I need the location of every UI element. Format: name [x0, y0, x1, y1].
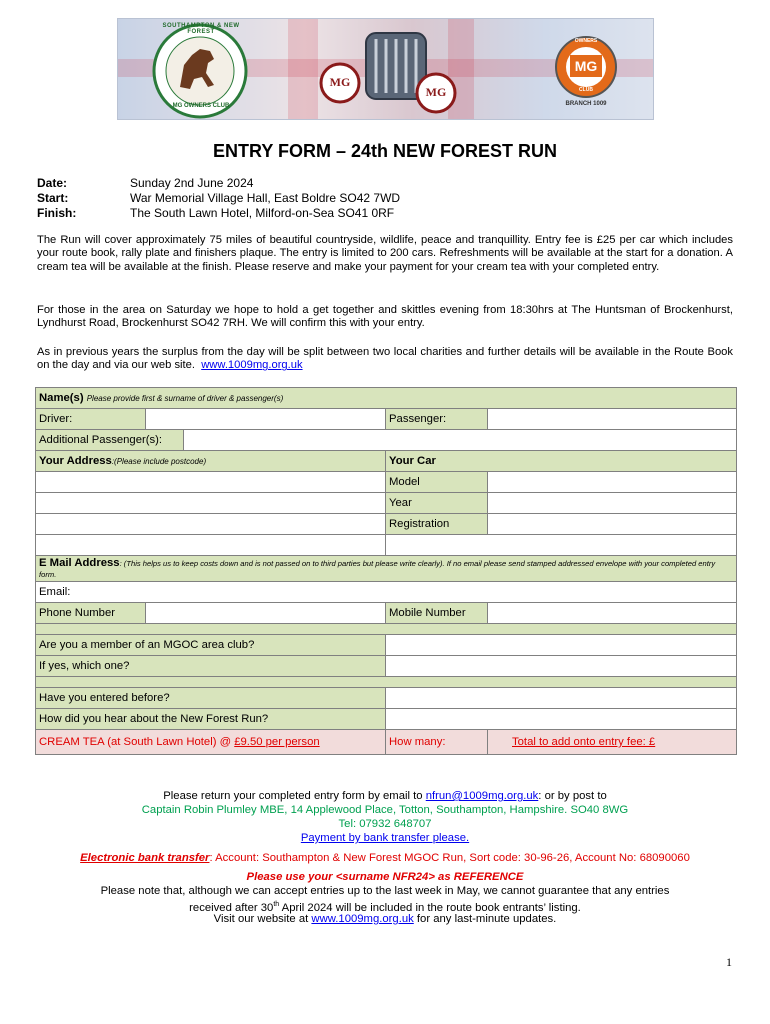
which-club-answer[interactable] [386, 656, 737, 677]
charity-paragraph [37, 346, 733, 373]
address-line-1[interactable] [36, 472, 386, 493]
intro-paragraph: The Run will cover approximately 75 miles of beautiful countryside, wildlife, peace and tranquillity. Entry fee is £25 per car which includes your route book, rally plate and finishers plaque. The entry is limited to 200 cars. Refreshments will be available at the start for a donation. A cream tea will be available at the finish. Please reserve and make your payment for your cream tea with your completed entry. [37, 234, 733, 273]
mg-badge-right: MG [425, 85, 447, 99]
passenger-field[interactable] [488, 409, 737, 430]
mobile-label: Mobile Number [386, 603, 488, 624]
finish-label: Finish: [37, 206, 77, 220]
mobile-field[interactable] [488, 603, 737, 624]
date-value: Sunday 2nd June 2024 [130, 176, 254, 190]
model-field[interactable] [488, 472, 737, 493]
names-header: Name(s) Please provide first & surname of driver & passenger(s) [36, 388, 737, 409]
address-line-3[interactable] [36, 514, 386, 535]
cream-tea-label: CREAM TEA (at South Lawn Hotel) @ £9.50 per person [36, 730, 386, 755]
club-sub-text: MG OWNERS CLUB [172, 103, 230, 109]
driver-label: Driver: [36, 409, 146, 430]
member-answer[interactable] [386, 635, 737, 656]
heard-about-question: How did you hear about the New Forest Run? [36, 709, 386, 730]
page-number: 1 [726, 955, 732, 969]
postal-address: Captain Robin Plumley MBE, 14 Applewood Place, Totton, Southampton, Hampshire. SO40 8WG [141, 804, 629, 816]
driver-field[interactable] [146, 409, 386, 430]
deadline-note-1: Please note that, although we can accept entries up to the last week in May, we cannot guarantee that any entries [100, 885, 670, 897]
member-question: Are you a member of an MGOC area club? [36, 635, 386, 656]
footer-website-link[interactable]: www.1009mg.org.uk [311, 913, 414, 925]
skittles-paragraph: For those in the area on Saturday we hope to hold a get together and skittles evening from 18:30hrs at The Huntsman of Brockenhurst, Lyndhurst Road, Brockenhurst SO42 7RH. We will confirm this with your entry. [37, 304, 733, 330]
registration-label: Registration [386, 514, 488, 535]
mg-badge-left: MG [329, 75, 351, 89]
entered-before-answer[interactable] [386, 688, 737, 709]
passenger-label: Passenger: [386, 409, 488, 430]
phone-label: Phone Number [36, 603, 146, 624]
address-line-4[interactable] [36, 535, 386, 556]
additional-passenger-field[interactable] [184, 430, 737, 451]
address-header: Your Address:(Please include postcode) [36, 451, 386, 472]
year-field[interactable] [488, 493, 737, 514]
bank-transfer-note[interactable]: Payment by bank transfer please. [300, 832, 470, 844]
additional-passenger-label: Additional Passenger(s): [36, 430, 184, 451]
website-link[interactable]: www.1009mg.org.uk [201, 359, 303, 372]
charity-text: As in previous years the surplus from the day will be split between two local charities and further details will be available in the Route Book on the day and via our web site. [37, 346, 733, 372]
branch-label: BRANCH 1009 [565, 101, 607, 107]
owners-text: OWNERS [574, 38, 598, 44]
entry-form-table [35, 387, 737, 755]
start-value: War Memorial Village Hall, East Boldre SO42 7WD [130, 191, 401, 205]
mg-badge-branch: MG [570, 55, 602, 77]
address-line-2[interactable] [36, 493, 386, 514]
page-title: ENTRY FORM – 24th NEW FOREST RUN [212, 141, 558, 161]
total-field[interactable]: Total to add onto entry fee: £ [488, 730, 737, 755]
entered-before-question: Have you entered before? [36, 688, 386, 709]
registration-field[interactable] [488, 514, 737, 535]
return-instructions: Please return your completed entry form by email to nfrun@1009mg.org.uk: or by post to [163, 790, 607, 802]
email-field[interactable]: Email: [36, 582, 737, 603]
date-label: Date: [37, 176, 68, 190]
model-label: Model [386, 472, 488, 493]
deadline-note-2: received after 30th April 2024 will be included in the route book entrants’ listing. [189, 901, 581, 914]
header-banner [117, 18, 654, 120]
car-extra-field[interactable] [386, 535, 737, 556]
finish-value: The South Lawn Hotel, Milford-on-Sea SO41 0RF [130, 206, 395, 220]
telephone: Tel: 07932 648707 [338, 818, 432, 830]
start-label: Start: [37, 191, 69, 205]
reference-note: Please use your <surname NFR24> as REFERENCE [246, 871, 524, 883]
club-name-text: SOUTHAMPTON & NEW FOREST [162, 23, 240, 35]
email-header: E Mail Address: (This helps us to keep costs down and is not passed on to third parties but please write clearly). If no email please send stamped addressed envelope with your completed entry form. [36, 556, 737, 582]
car-header: Your Car [386, 451, 737, 472]
club-text: CLUB [579, 87, 593, 93]
bank-details: Electronic bank transfer: Account: Southampton & New Forest MGOC Run, Sort code: 30-96-26, Account No: 68090060 [80, 852, 690, 864]
spacer-row-2 [36, 677, 737, 688]
how-many-field[interactable]: How many: [386, 730, 488, 755]
phone-field[interactable] [146, 603, 386, 624]
website-note: Visit our website at www.1009mg.org.uk for any last-minute updates. [213, 913, 557, 925]
entry-email-link[interactable]: nfrun@1009mg.org.uk [425, 790, 539, 802]
which-club-question: If yes, which one? [36, 656, 386, 677]
spacer-row-1 [36, 624, 737, 635]
year-label: Year [386, 493, 488, 514]
heard-about-answer[interactable] [386, 709, 737, 730]
